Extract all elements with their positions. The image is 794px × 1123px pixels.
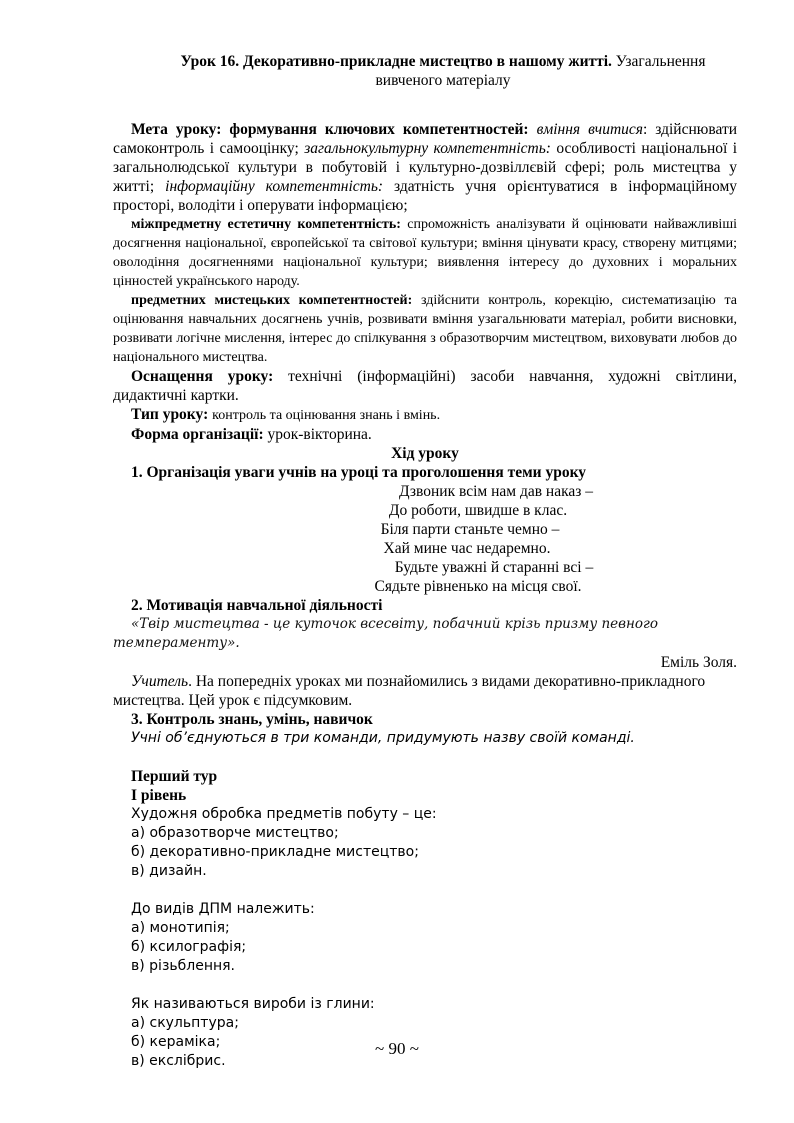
question-text: Як називаються вироби із глини:	[131, 996, 375, 1012]
teacher-text-1: . На попередніх уроках ми познайомились з видами декоративно-прикладного	[188, 673, 706, 690]
section-2-text: 2. Мотивація навчальної діяльності	[131, 597, 383, 614]
page-number: ~ 90 ~	[375, 1039, 419, 1058]
teacher-paragraph-cont: мистецтва. Цей урок є підсумковим.	[113, 692, 353, 709]
answer-option: в) екслібрис.	[131, 1053, 226, 1069]
goal-italic-1: вміння вчитися	[536, 121, 643, 138]
form-text: урок-вікторина.	[267, 426, 372, 443]
section-2-heading	[113, 596, 737, 615]
teams-instruction: Учні об’єднуються в три команди, придумують назву своїй команді.	[131, 730, 635, 746]
goal-label-2: міжпредметну естетичну компетентність:	[131, 217, 401, 232]
goal-italic-2: загальнокультурну компетентність:	[304, 140, 551, 157]
goal-text-4: спроможність аналізувати й оцінювати найважливіші досягнення національної, європейської та світової культури; вміння цінувати красу, створену митцями; оволодіння досягненнями національної культури; виявлення інтересу до духовних і моральних цінностей українського народу.	[113, 217, 737, 289]
answer-option: б) кераміка;	[131, 1034, 221, 1050]
goal-text-2: особливості національної і загальнолюдської культури в побутовій і культурно-дозвіллєвій сфері; роль мистецтва у житті;	[113, 140, 738, 195]
quiz-question	[131, 995, 737, 1071]
equipment-label: Оснащення уроку:	[131, 368, 274, 385]
poem-line: До роботи, швидше в клас.	[388, 502, 568, 519]
answer-option: в) різьблення.	[131, 958, 236, 974]
goal-label: Мета уроку: формування ключових компетентностей:	[131, 121, 529, 138]
goal-paragraph-6	[113, 425, 737, 444]
goal-text-5: здійснити контроль, корекцію, систематизацію та оцінювання навчальних досягнень учнів, розвивати вміння узагальнювати матеріал, робити висновки, розвивати логічне мислення, інтерес до спілкування з образотворчим мистецтвом, виховувати любов до національного мистецтва.	[113, 293, 737, 365]
course-heading	[113, 444, 737, 463]
poem-line: Дзвоник всім нам дав наказ –	[398, 483, 594, 500]
spacer	[131, 881, 737, 900]
form-label: Форма організації:	[131, 426, 264, 443]
teacher-label: Учитель	[131, 673, 189, 690]
goal-paragraph-5	[113, 405, 737, 425]
lesson-goals	[113, 120, 737, 444]
answer-option: в) дизайн.	[131, 863, 207, 879]
teacher-paragraph	[113, 672, 737, 691]
lesson-title-bold: Урок 16. Декоративно-прикладне мистецтво в нашому житті.	[180, 53, 612, 70]
poem-line: Біля парти станьте чемно –	[380, 521, 560, 538]
quiz-question	[131, 805, 737, 881]
document-page	[113, 52, 737, 1071]
lesson-title-line2: вивченого матеріалу	[375, 72, 511, 89]
quiz-question	[131, 900, 737, 976]
lesson-type-label: Тип уроку:	[131, 406, 209, 423]
course-heading-text: Хід уроку	[391, 445, 459, 462]
round-title	[131, 767, 737, 786]
epigraph-line-2: темпераменту».	[113, 635, 240, 651]
goal-paragraph-3	[113, 291, 737, 367]
poem-line: Хай мине час недаремно.	[383, 540, 551, 557]
level-title-text: І рівень	[131, 787, 187, 804]
poem-line: Сядьте рівненько на місця свої.	[374, 578, 582, 595]
section-3-heading	[113, 710, 737, 729]
question-text: До видів ДПМ належить:	[131, 901, 315, 917]
lesson-type-text: контроль та оцінювання знань і вмінь.	[212, 408, 441, 423]
goal-paragraph-4	[113, 367, 737, 405]
lesson-title	[113, 52, 737, 90]
spacer	[113, 748, 737, 767]
quiz-section	[131, 767, 737, 1071]
answer-option: б) декоративно-прикладне мистецтво;	[131, 844, 419, 860]
lesson-title-rest: Узагальнення	[615, 53, 706, 70]
answer-option: а) монотипія;	[131, 920, 230, 936]
goal-paragraph-2	[113, 215, 737, 291]
goal-text-3: здатність учня орієнтуватися в інформаційному просторі, володіти і оперувати інформацією;	[113, 178, 737, 214]
goal-italic-3: інформаційну компетентність:	[165, 178, 384, 195]
answer-option: б) ксилографія;	[131, 939, 247, 955]
equipment-text: технічні (інформаційні) засоби навчання, художні світлини, дидактичні картки.	[113, 368, 737, 404]
section-1-heading	[113, 463, 737, 482]
goal-label-3: предметних мистецьких компетентностей:	[131, 293, 413, 308]
section-1-text: 1. Організація уваги учнів на уроці та проголошення теми уроку	[131, 464, 587, 481]
level-title	[131, 786, 737, 805]
section-3-text: 3. Контроль знань, умінь, навичок	[131, 711, 373, 728]
poem-line: Будьте уважні й старанні всі –	[394, 559, 594, 576]
epigraph-line-1: «Твір мистецтва - це куточок всесвіту, побачний крізь призму певного	[131, 616, 658, 632]
spacer	[131, 976, 737, 995]
round-title-text: Перший тур	[131, 768, 218, 785]
answer-option: а) скульптура;	[131, 1015, 239, 1031]
question-text: Художня обробка предметів побуту – це:	[131, 806, 437, 822]
goal-text-1: : здійснювати самоконтроль і самооцінку;	[113, 121, 738, 157]
epigraph-author: Еміль Золя.	[660, 654, 737, 671]
poem	[113, 482, 737, 596]
goal-paragraph-1	[113, 120, 737, 215]
answer-option: а) образотворче мистецтво;	[131, 825, 339, 841]
